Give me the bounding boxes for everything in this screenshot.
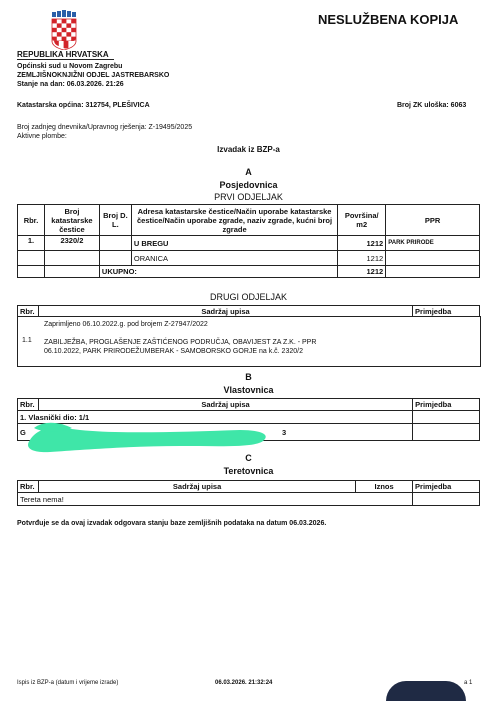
col-rbr: Rbr. <box>18 399 39 411</box>
confirmation-text: Potvrđuje se da ovaj izvadak odgovara stanju baze zemljišnih podataka na datum 06.03.2026. <box>17 520 327 527</box>
cell-address: U BREGU <box>131 236 337 251</box>
croatian-coat-of-arms-icon <box>50 10 78 50</box>
col-rbr: Rbr. <box>18 306 39 317</box>
col-content: Sadržaj upisa <box>38 481 355 493</box>
col-content: Sadržaj upisa <box>38 399 412 411</box>
active-seals: Aktivne plombe: <box>17 133 67 140</box>
entry-text-line2: 06.10.2022, PARK PRIRODEŽUMBERAK - SAMOBORSKO GORJE na k.č. 2320/2 <box>44 348 303 355</box>
owner-prefix: G <box>20 427 26 437</box>
col-rbr: Rbr. <box>18 205 45 236</box>
cell-area: 1212 <box>338 251 386 266</box>
table-row <box>18 236 480 251</box>
republic-label: REPUBLIKA HRVATSKA <box>17 50 109 59</box>
footer-page: a 1 <box>464 680 473 686</box>
section-a-subtitle: PRVI ODJELJAK <box>214 192 283 202</box>
footer-print-label: Ispis iz BZP-a (datum i vrijeme izrade) <box>17 680 119 686</box>
col-area: Površina/ m2 <box>338 205 386 236</box>
second-part-title: DRUGI ODJELJAK <box>209 292 287 302</box>
footer-datetime: 06.03.2026. 21:32:24 <box>215 680 273 686</box>
cell-ppr: PARK PRIRODE <box>386 236 480 251</box>
court-name: Općinski sud u Novom Zagrebu <box>17 63 123 70</box>
entry-received: Zaprimljeno 06.10.2022.g. pod brojem Z-27947/2022 <box>44 321 208 328</box>
cell-parcel: 2320/2 <box>44 236 99 251</box>
cell-usage: ORANICA <box>131 251 337 266</box>
col-address: Adresa katastarske čestice/Način uporabe katastarske čestice/Način uporabe zgrade, naziv zgrade, kućni broj zgrade <box>131 205 337 236</box>
col-remark: Primjedba <box>413 399 480 411</box>
section-a-letter: A <box>245 167 252 177</box>
col-parcel-number: Broj katastarske čestice <box>44 205 99 236</box>
cell-ppr <box>386 251 480 266</box>
possession-table <box>17 204 480 278</box>
col-remark: Primjedba <box>413 481 480 493</box>
cell-rbr: 1. <box>18 236 45 251</box>
section-b-title: Vlastovnica <box>223 385 274 395</box>
table-row <box>18 251 480 266</box>
col-dl-number: Broj D. L. <box>99 205 131 236</box>
col-ppr: PPR <box>386 205 480 236</box>
section-c-letter: C <box>245 453 252 463</box>
col-amount: Iznos <box>356 481 413 493</box>
department-name: ZEMLJIŠNOKNJIŽNI ODJEL JASTREBARSKO <box>17 72 170 79</box>
table-row <box>18 493 480 506</box>
owner-suffix: 3 <box>282 427 287 437</box>
total-row <box>18 266 480 278</box>
unofficial-copy-label: NESLUŽBENA KOPIJA <box>318 12 459 27</box>
last-journal-number: Broj zadnjeg dnevnika/Upravnog rješenja: Z-19495/2025 <box>17 124 193 131</box>
zk-number: Broj ZK uloška: 6063 <box>397 102 467 109</box>
cell-parcel <box>44 251 99 266</box>
entry-text-line1: ZABILJEŽBA, PROGLAŠENJE ZAŠTIĆENOG PODRUČJA, OBAVIJEST ZA Z.K. - PPR <box>44 339 317 346</box>
cell-dl <box>99 236 131 251</box>
col-rbr: Rbr. <box>18 481 39 493</box>
entry-rbr: 1.1 <box>22 337 32 344</box>
redaction-mark <box>20 410 270 454</box>
cadastral-municipality: Katastarska općina: 312754, PLEŠIVICA <box>17 102 150 109</box>
cell-rbr <box>18 251 45 266</box>
total-area: 1212 <box>338 266 386 278</box>
state-date: Stanje na dan: 06.03.2026. 21:26 <box>17 81 124 88</box>
header-divider <box>17 59 114 60</box>
no-encumbrance: Tereta nema! <box>18 493 413 506</box>
footer-dark-shape <box>386 681 466 701</box>
encumbrance-table <box>17 480 480 506</box>
ownership-share: 1. Vlasnički dio: 1/1 <box>18 411 413 424</box>
cell-dl <box>99 251 131 266</box>
col-remark: Primjedba <box>413 306 480 317</box>
total-label: UKUPNO: <box>99 266 337 278</box>
section-a-title: Posjedovnica <box>219 180 278 190</box>
cell-area: 1212 <box>338 236 386 251</box>
section-c-title: Teretovnica <box>223 466 274 476</box>
col-content: Sadržaj upisa <box>38 306 412 317</box>
extract-title: Izvadak iz BZP-a <box>217 145 280 154</box>
section-b-letter: B <box>245 372 252 382</box>
